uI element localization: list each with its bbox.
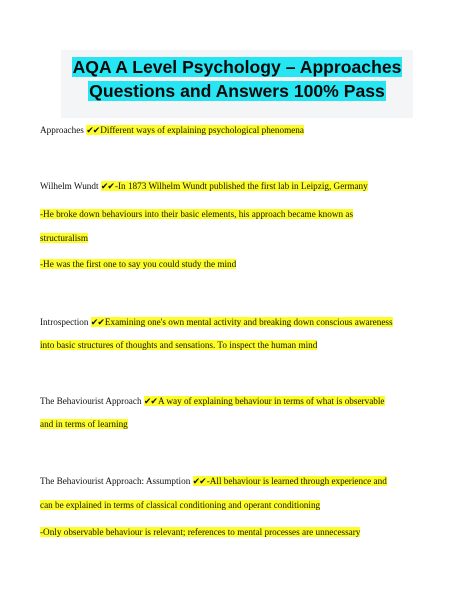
definition-line: can be explained in terms of classical conditioning and operant conditioning	[40, 500, 321, 510]
definition-line: and in terms of learning	[40, 419, 128, 429]
definition-text: ✔✔A way of explaining behaviour in terms of what is observable	[143, 396, 385, 407]
entry-approaches	[40, 124, 304, 137]
definition-line: -He broke down behaviours into their basic elements, his approach became known as	[40, 209, 354, 219]
double-check-icon: ✔✔	[143, 397, 157, 407]
term-label: Wilhelm Wundt	[40, 181, 101, 191]
document-title	[61, 50, 413, 103]
term-label: Approaches	[40, 125, 87, 135]
definition-line: structuralism	[40, 233, 88, 243]
definition-text: ✔✔Examining one's own mental activity and breaking down conscious awareness	[90, 317, 393, 328]
double-check-icon: ✔✔	[86, 126, 100, 136]
term-label: The Behaviourist Approach	[40, 396, 144, 406]
definition-line: -Only observable behaviour is relevant; references to mental processes are unnecessary	[40, 527, 361, 537]
title-line-2: Questions and Answers 100% Pass	[89, 81, 385, 101]
entry-wilhelm-wundt	[40, 180, 368, 193]
definition-line: into basic structures of thoughts and sensations. To inspect the human mind	[40, 340, 318, 350]
entry-introspection	[40, 316, 393, 329]
title-box	[61, 50, 413, 118]
definition-text: ✔✔Different ways of explaining psychological phenomena	[86, 125, 304, 136]
double-check-icon: ✔✔	[90, 318, 104, 328]
title-line-1: AQA A Level Psychology – Approaches	[72, 57, 402, 77]
term-label: The Behaviourist Approach: Assumption	[40, 476, 193, 486]
definition-text: ✔✔-In 1873 Wilhelm Wundt published the first lab in Leipzig, Germany	[100, 181, 368, 192]
double-check-icon: ✔✔	[100, 182, 114, 192]
entry-behaviourist-assumption	[40, 475, 387, 488]
entry-behaviourist-approach	[40, 395, 385, 408]
double-check-icon: ✔✔	[192, 477, 206, 487]
definition-text: ✔✔-All behaviour is learned through experience and	[192, 476, 387, 487]
definition-line: -He was the first one to say you could study the mind	[40, 259, 237, 269]
term-label: Introspection	[40, 317, 91, 327]
